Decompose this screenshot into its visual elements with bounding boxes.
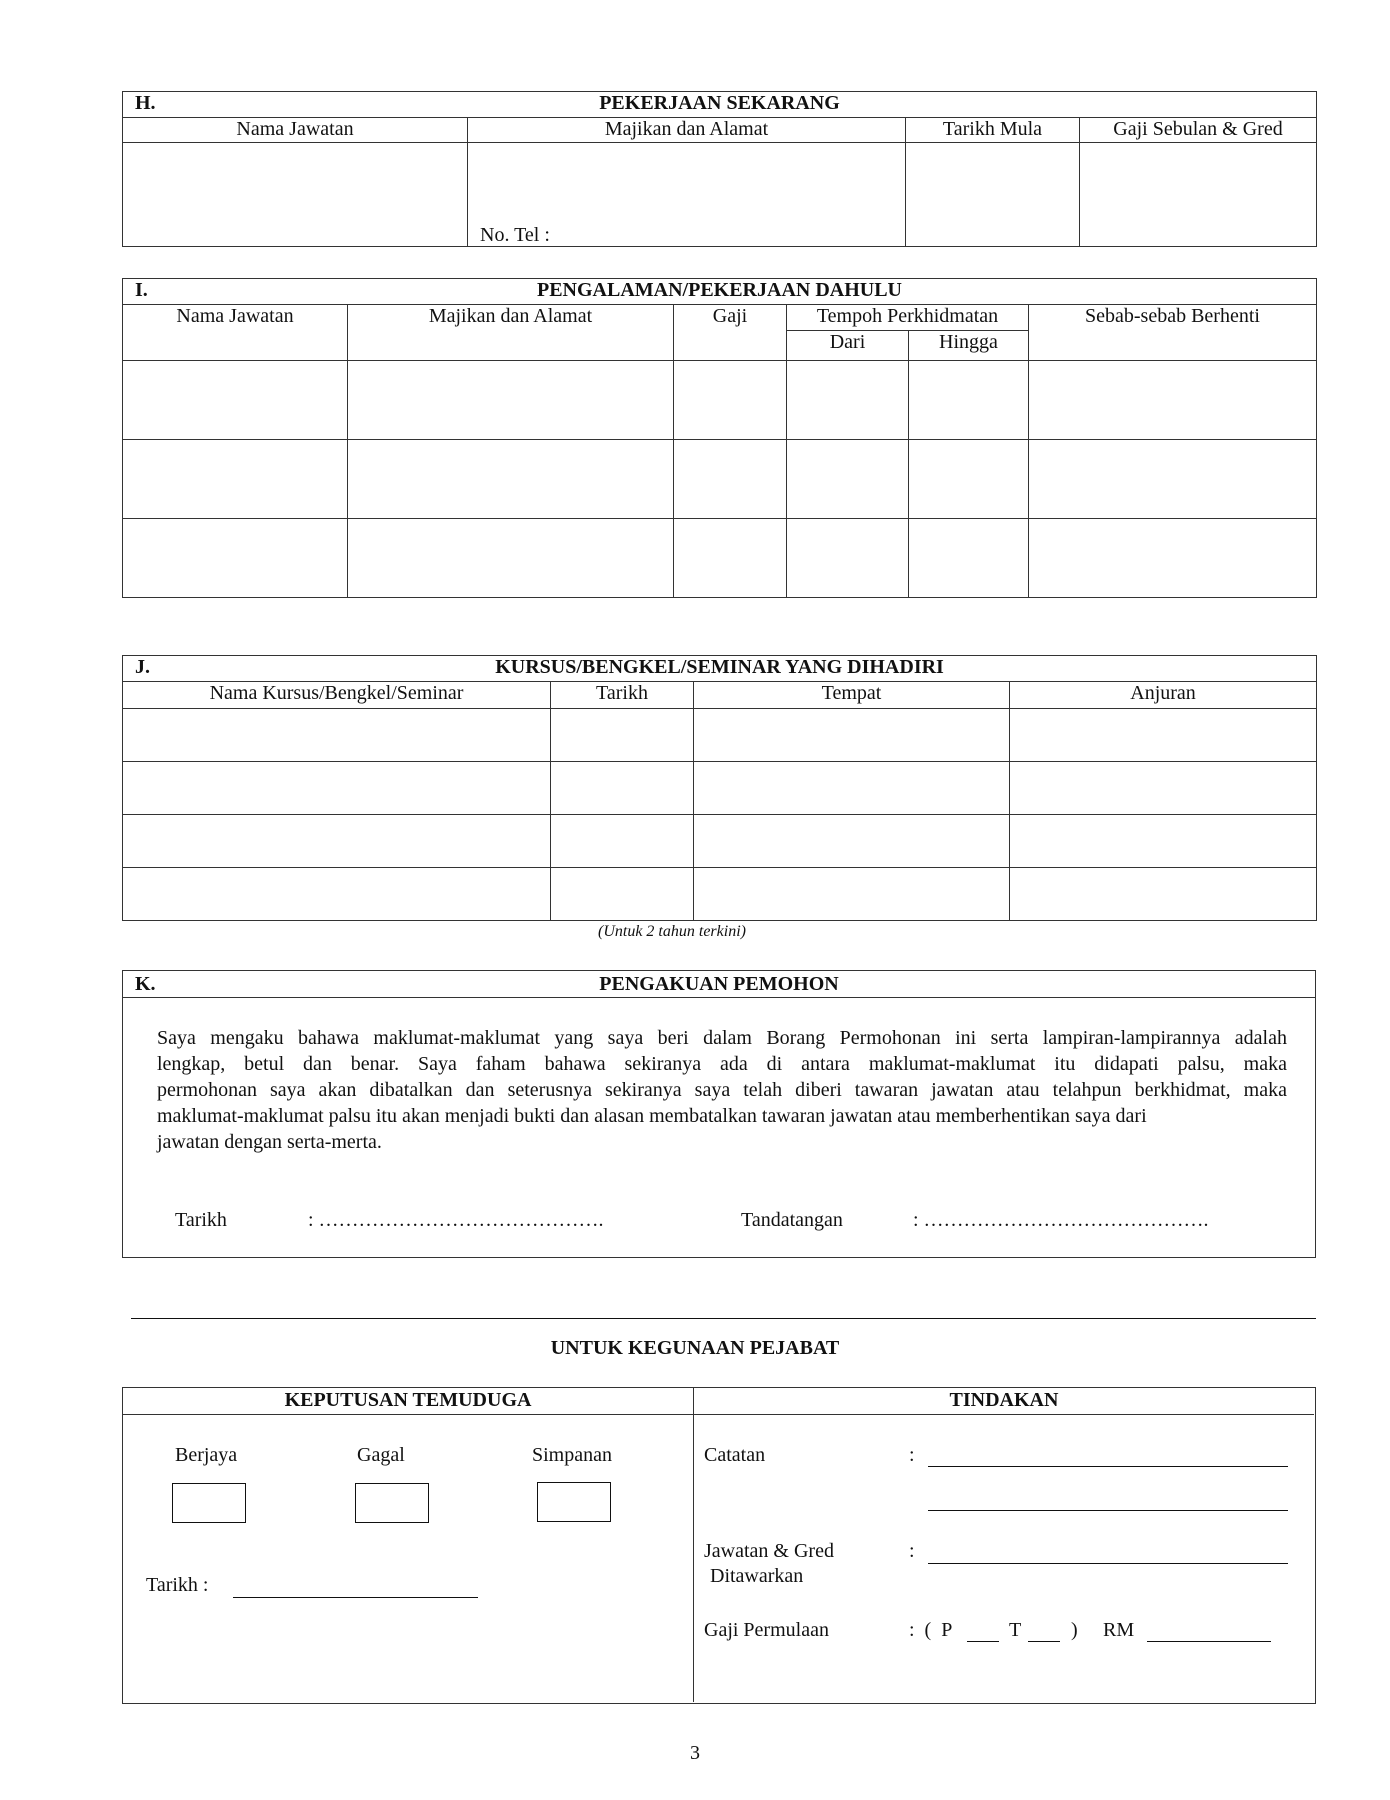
ditawarkan-label: Ditawarkan: [710, 1565, 804, 1587]
sub-column-header: Hingga: [909, 331, 1029, 361]
section-i-header: [123, 279, 1317, 305]
column-header: Nama Jawatan: [123, 118, 468, 143]
table-row: [123, 519, 1317, 598]
gagal-checkbox[interactable]: [355, 1483, 429, 1523]
section-h-header: [123, 92, 1317, 118]
catatan-label: Catatan: [704, 1444, 766, 1466]
section-k-header: [123, 971, 1315, 998]
office-header-divider: [123, 1414, 1314, 1415]
table-row: [123, 815, 1317, 868]
column-header: Tempat: [694, 682, 1010, 709]
page-number: 3: [690, 1742, 700, 1764]
table-cell[interactable]: [787, 361, 909, 440]
table-cell[interactable]: [1010, 868, 1317, 921]
table-cell[interactable]: [123, 361, 348, 440]
table-cell[interactable]: [694, 762, 1010, 815]
berjaya-checkbox[interactable]: [172, 1483, 246, 1523]
catatan-input-2[interactable]: [928, 1488, 1288, 1511]
gaji-close-paren: ): [1071, 1619, 1078, 1641]
table-cell[interactable]: [348, 361, 674, 440]
table-cell[interactable]: [787, 440, 909, 519]
column-header: Nama Kursus/Bengkel/Seminar: [123, 682, 551, 709]
keputusan-title: KEPUTUSAN TEMUDUGA: [284, 1389, 532, 1411]
section-k-box: [122, 970, 1316, 1258]
majikan-alamat-field[interactable]: [468, 143, 906, 247]
section-h-title: PEKERJAAN SEKARANG: [599, 92, 840, 114]
declaration-line: Saya mengaku bahawa maklumat-maklumat yang saya beri dalam Borang Permohonan ini serta lampiran-lampirannya adalah: [157, 1027, 1287, 1049]
column-header: Tarikh: [551, 682, 694, 709]
section-j-header: [123, 656, 1317, 682]
section-j-table: [122, 655, 1317, 921]
keputusan-tarikh-input[interactable]: [233, 1577, 478, 1598]
table-cell[interactable]: [551, 762, 694, 815]
option-simpanan-label: Simpanan: [532, 1444, 612, 1466]
table-cell[interactable]: [551, 709, 694, 762]
table-cell[interactable]: [909, 440, 1029, 519]
table-cell[interactable]: [787, 519, 909, 598]
gaji-permulaan-label: Gaji Permulaan: [704, 1619, 829, 1641]
table-cell[interactable]: [674, 361, 787, 440]
keputusan-tarikh-label: Tarikh :: [146, 1574, 209, 1596]
table-cell[interactable]: [123, 709, 551, 762]
table-cell[interactable]: [1010, 762, 1317, 815]
table-cell[interactable]: [909, 361, 1029, 440]
tel-label: No. Tel :: [480, 224, 550, 246]
column-header: Tempoh Perkhidmatan: [787, 305, 1029, 331]
declaration-line: maklumat-maklumat palsu itu akan menjadi bukti dan alasan membatalkan tawaran jawatan atau memberhentikan saya dari: [157, 1105, 1147, 1127]
option-gagal-label: Gagal: [357, 1444, 405, 1466]
office-box: [122, 1387, 1316, 1704]
gaji-t-input[interactable]: [1028, 1621, 1060, 1642]
sub-column-header: Dari: [787, 331, 909, 361]
column-header: Gaji: [674, 305, 787, 361]
declaration-line: permohonan saya akan dibatalkan dan seterusnya sekiranya saya telah diberi tawaran jawatan atau telahpun berkhidmat, maka: [157, 1079, 1287, 1101]
table-row: [123, 440, 1317, 519]
section-i-letter: I.: [135, 279, 148, 301]
column-header: Gaji Sebulan & Gred: [1080, 118, 1317, 143]
office-title: UNTUK KEGUNAAN PEJABAT: [550, 1337, 840, 1359]
section-i-title: PENGALAMAN/PEKERJAAN DAHULU: [537, 279, 902, 301]
nama-jawatan-field[interactable]: [123, 143, 468, 247]
column-header: Sebab-sebab Berhenti: [1029, 305, 1317, 361]
table-cell[interactable]: [348, 440, 674, 519]
section-h-letter: H.: [135, 92, 156, 114]
declaration-line: lengkap, betul dan benar. Saya faham bahawa sekiranya ada di antara maklumat-maklumat itu didapati palsu, maka: [157, 1053, 1287, 1075]
table-cell[interactable]: [123, 815, 551, 868]
tandatangan-label: Tandatangan: [741, 1209, 843, 1231]
table-row: [123, 361, 1317, 440]
column-header: Tarikh Mula: [906, 118, 1080, 143]
column-header: Anjuran: [1010, 682, 1317, 709]
gaji-gred-field[interactable]: [1080, 143, 1317, 247]
table-cell[interactable]: [123, 519, 348, 598]
tindakan-title: TINDAKAN: [949, 1389, 1059, 1411]
table-cell[interactable]: [1029, 361, 1317, 440]
gaji-p-input[interactable]: [967, 1621, 999, 1642]
section-j-title: KURSUS/BENGKEL/SEMINAR YANG DIHADIRI: [495, 656, 944, 678]
gaji-rm-input[interactable]: [1147, 1621, 1271, 1642]
table-row: [123, 762, 1317, 815]
section-j-note: (Untuk 2 tahun terkini): [598, 923, 746, 940]
section-j-letter: J.: [135, 656, 150, 678]
column-header: Majikan dan Alamat: [468, 118, 906, 143]
office-column-divider: [693, 1388, 694, 1702]
table-cell[interactable]: [123, 868, 551, 921]
section-h-table: [122, 91, 1317, 247]
simpanan-checkbox[interactable]: [537, 1482, 611, 1522]
option-berjaya-label: Berjaya: [175, 1444, 238, 1466]
gaji-rm-label: RM: [1103, 1619, 1135, 1641]
section-k-title: PENGAKUAN PEMOHON: [599, 973, 839, 995]
gaji-t-label: T: [1009, 1619, 1022, 1641]
table-row: [123, 709, 1317, 762]
table-cell[interactable]: [551, 868, 694, 921]
jawatan-colon: :: [909, 1540, 915, 1562]
separator-line: [131, 1318, 1316, 1319]
table-cell[interactable]: [674, 440, 787, 519]
table-row: [123, 868, 1317, 921]
section-k-letter: K.: [135, 973, 156, 995]
declaration-text: [157, 1025, 1287, 1155]
column-header: Nama Jawatan: [123, 305, 348, 361]
table-cell[interactable]: [1010, 709, 1317, 762]
catatan-input[interactable]: [928, 1444, 1288, 1467]
table-cell[interactable]: [1010, 815, 1317, 868]
table-cell[interactable]: [551, 815, 694, 868]
section-i-table: [122, 278, 1317, 598]
table-cell[interactable]: [674, 519, 787, 598]
tarikh-input[interactable]: : …………………………………….: [308, 1209, 604, 1231]
tarikh-label: Tarikh: [175, 1209, 227, 1231]
table-cell[interactable]: [123, 440, 348, 519]
declaration-line: jawatan dengan serta-merta.: [157, 1131, 382, 1153]
table-cell[interactable]: [123, 762, 551, 815]
table-cell[interactable]: [1029, 440, 1317, 519]
table-cell[interactable]: [909, 519, 1029, 598]
catatan-colon: :: [909, 1444, 915, 1466]
table-cell[interactable]: [1029, 519, 1317, 598]
table-cell[interactable]: [348, 519, 674, 598]
table-cell[interactable]: [694, 709, 1010, 762]
column-header: Majikan dan Alamat: [348, 305, 674, 361]
gaji-p-label: : ( P: [909, 1619, 953, 1641]
table-cell[interactable]: [694, 815, 1010, 868]
jawatan-gred-input[interactable]: [928, 1541, 1288, 1564]
tarikh-mula-field[interactable]: [906, 143, 1080, 247]
table-cell[interactable]: [694, 868, 1010, 921]
jawatan-gred-label: Jawatan & Gred: [704, 1540, 834, 1562]
tandatangan-input[interactable]: : …………………………………….: [913, 1209, 1209, 1231]
